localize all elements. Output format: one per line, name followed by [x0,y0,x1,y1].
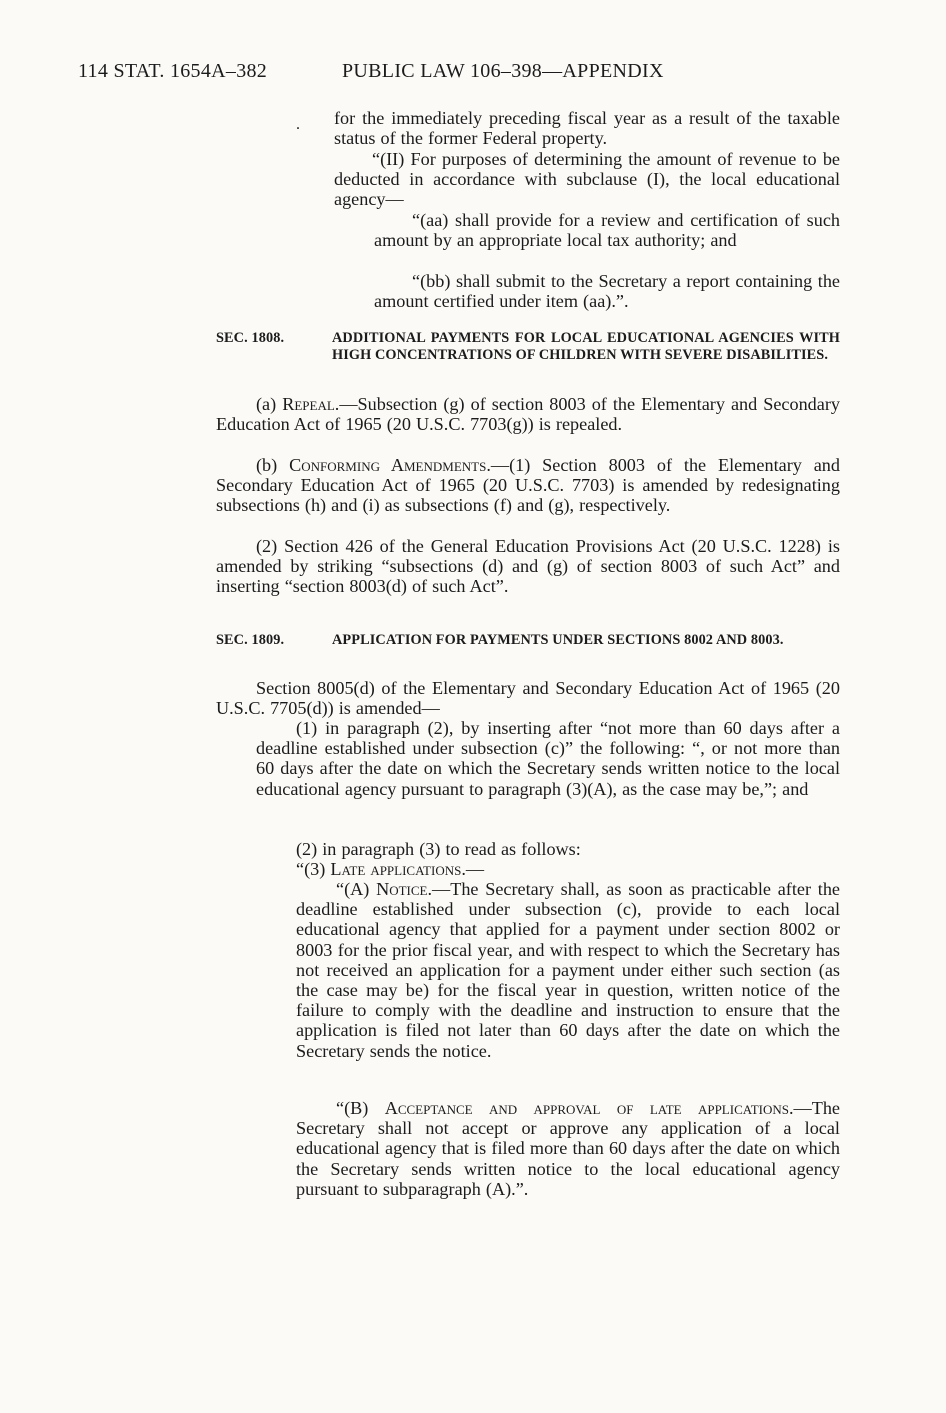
subsection-label: (a) [256,394,283,414]
paragraph-2: (2) in paragraph (3) to read as follows: [296,839,581,859]
subparagraph-text: .—The Secretary shall, as soon as practicable after the deadline established under subsection (c), provide to each local educational agency that applied for a payment under section 8002 or 8003 for the prior fiscal year, and with respect to which the Secretary has not received an application for a payment under either such section (as the case may be) for the fiscal year in question, written notice of the failure to comply with the deadline and instruction to ensure that the application is filed not later than 60 days after the date on which the Secretary sends the notice. [296,879,840,1061]
subsection-text: .—(1) Section 8003 of the Elementary and Secondary Education Act of 1965 (20 U.S.C. 7703) is amended by redesignating subsections (h) and (i) as subsections (f) and (g), respectively. [216,455,840,516]
section-title: APPLICATION FOR PAYMENTS UNDER SECTIONS 8002 AND 8003. [332,632,784,648]
section-1808-heading [216,330,840,364]
subparagraph-A [296,879,840,1061]
running-header [78,60,664,83]
paragraph-1: (1) in paragraph (2), by inserting after “not more than 60 days after a deadline established under subsection (c)” the following: “, or not more than 60 days after the date on which the Secretary sends written notice to the local educational agency pursuant to paragraph (3)(A), as the case may be,”; and [256,718,840,799]
subsection-b-2: (2) Section 426 of the General Education Provisions Act (20 U.S.C. 1228) is amended by striking “subsections (d) and (g) of section 8003 of such Act” and inserting “section 8003(d) of such Act”. [216,536,840,597]
subsection-a [216,394,840,434]
subparagraph-label: “(B) [336,1098,385,1118]
subclause-II: “(II) For purposes of determining the amount of revenue to be deducted in accordance with subclause (I), the local educational agency— [334,149,840,210]
stray-mark: . [296,116,300,133]
subsection-b [216,455,840,516]
section-number: SEC. 1809. [216,632,285,648]
subsection-text: .—Subsection (g) of section 8003 of the Elementary and Secondary Education Act of 1965 (20 U.S.C. 7703(g)) is repealed. [216,394,840,435]
heading-dash: .— [461,859,485,879]
item-bb: “(bb) shall submit to the Secretary a report containing the amount certified under item (aa).”. [374,271,840,312]
subparagraph-heading: Acceptance and approval of late applications [384,1098,789,1118]
paragraph-heading: Late applications [330,859,462,879]
subsection-heading: Repeal [282,394,335,414]
subsection-heading: Conforming Amendments [289,455,487,475]
paragraph-3-heading [296,859,840,879]
subsection-label: (b) [256,455,290,475]
section-title: ADDITIONAL PAYMENTS FOR LOCAL EDUCATIONAL AGENCIES WITH HIGH CONCENTRATIONS OF CHILDREN WITH SEVERE DISABILITIES. [332,330,840,364]
item-aa: “(aa) shall provide for a review and certification of such amount by an appropriate local tax authority; and [374,210,840,251]
subparagraph-heading: Notice [376,879,428,899]
section-1809-heading [216,632,840,649]
subparagraph-label: “(A) [336,879,377,899]
paragraph-label: “(3) [296,859,331,879]
section-number: SEC. 1808. [216,330,285,346]
section-1809-intro: Section 8005(d) of the Elementary and Secondary Education Act of 1965 (20 U.S.C. 7705(d)) is amended— [216,678,840,719]
subparagraph-B [296,1098,840,1199]
stat-citation: 114 STAT. 1654A–382 [78,60,268,82]
public-law-title: PUBLIC LAW 106–398—APPENDIX [342,60,664,82]
paragraph-continuation: for the immediately preceding fiscal year as a result of the taxable status of the former Federal property. [334,108,840,149]
subparagraph-text: .—The Secretary shall not accept or approve any application of a local educational agency that is filed more than 60 days after the date on which the Secretary sends written notice to the local educational agency pursuant to subparagraph (A).”. [296,1098,840,1199]
